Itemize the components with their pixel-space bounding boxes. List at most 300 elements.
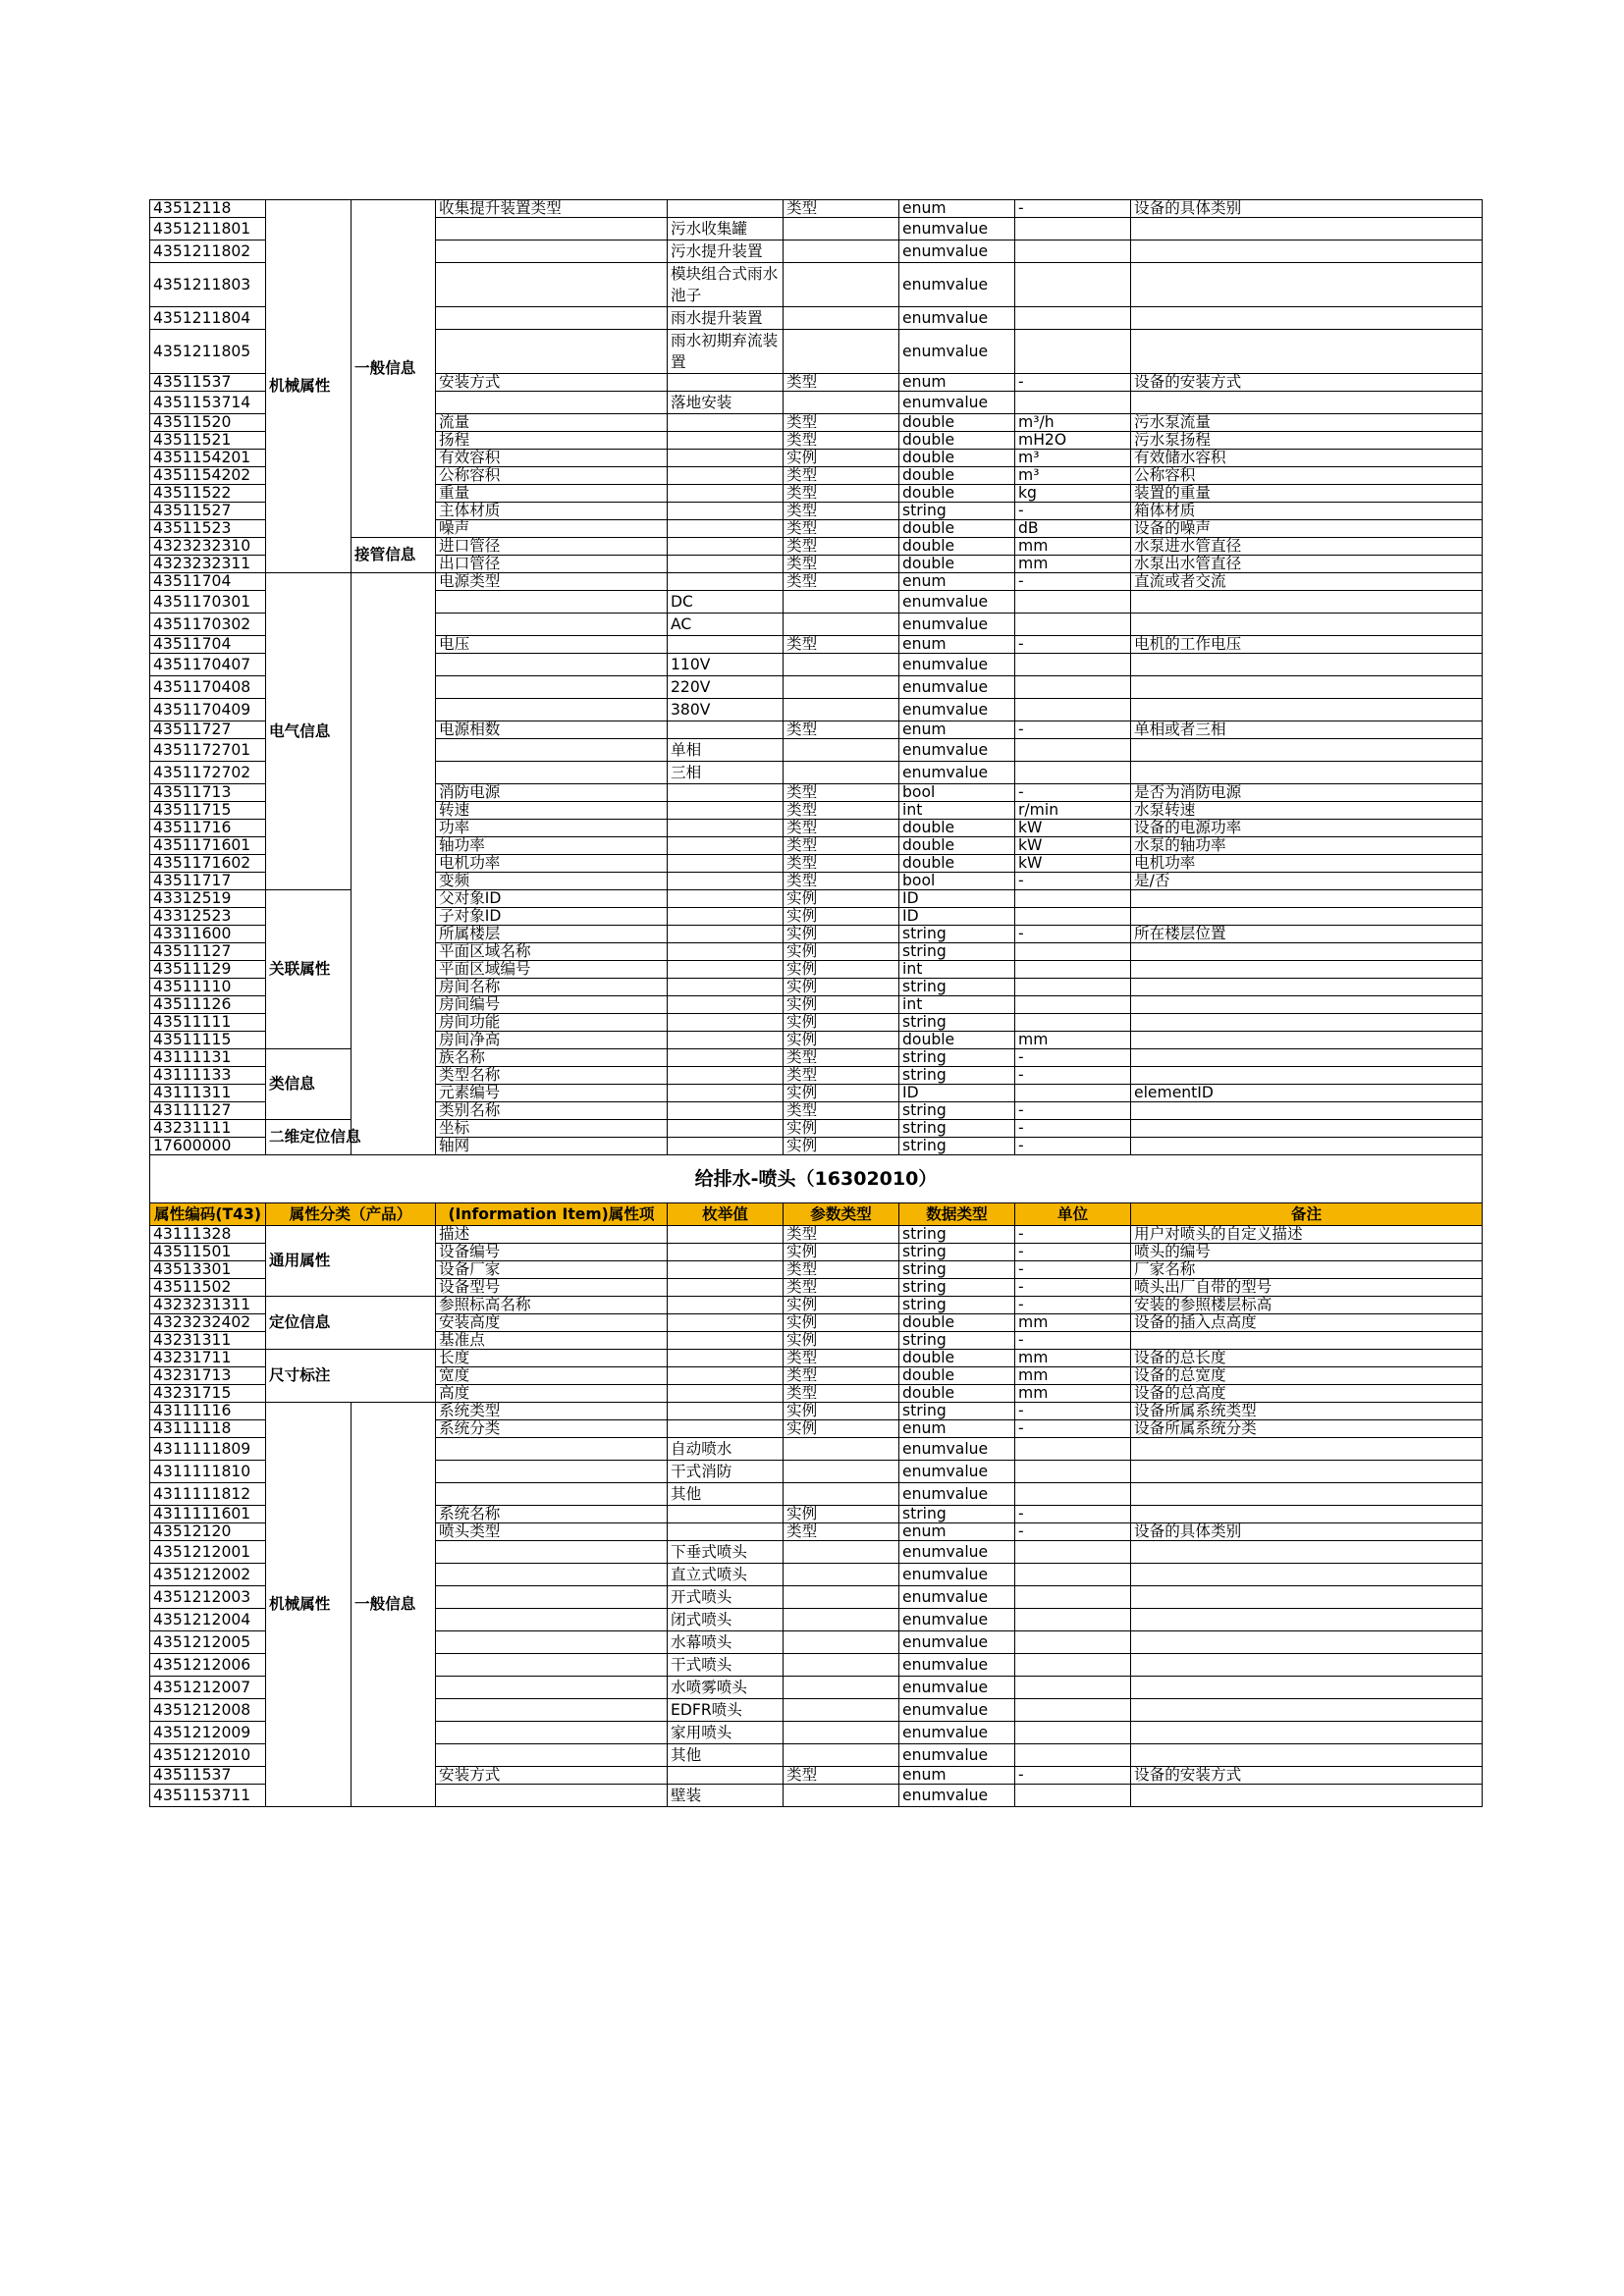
enum-value-cell: 干式喷头 [668, 1654, 784, 1677]
attribute-code-cell: 43513301 [150, 1261, 266, 1279]
attribute-code-cell: 4351212007 [150, 1677, 266, 1699]
note-cell [1131, 614, 1483, 636]
data-type-cell: enumvalue [899, 1744, 1015, 1767]
attribute-name-cell: 长度 [436, 1350, 668, 1367]
param-type-cell: 类型 [784, 573, 899, 591]
param-type-cell: 类型 [784, 1367, 899, 1385]
enum-value-cell [668, 926, 784, 943]
attribute-code-cell: 4323231311 [150, 1297, 266, 1314]
data-type-cell: enumvalue [899, 263, 1015, 307]
attribute-name-cell: 坐标 [436, 1120, 668, 1138]
param-type-cell: 类型 [784, 721, 899, 739]
attribute-name-cell: 电源相数 [436, 721, 668, 739]
attribute-code-cell: 4351212009 [150, 1722, 266, 1744]
category-group-cell: 尺寸标注 [266, 1350, 436, 1403]
attribute-code-cell: 4323232310 [150, 538, 266, 556]
note-cell [1131, 1744, 1483, 1767]
attribute-name-cell [436, 1586, 668, 1609]
attribute-code-cell: 43511111 [150, 1014, 266, 1032]
data-type-cell: double [899, 538, 1015, 556]
param-type-cell: 类型 [784, 1226, 899, 1244]
enum-value-cell [668, 467, 784, 485]
note-cell [1131, 1609, 1483, 1631]
param-type-cell [784, 1586, 899, 1609]
attribute-name-cell: 功率 [436, 820, 668, 837]
attribute-name-cell [436, 591, 668, 614]
attribute-name-cell: 房间功能 [436, 1014, 668, 1032]
unit-cell: - [1015, 1297, 1131, 1314]
param-type-cell: 类型 [784, 374, 899, 392]
attribute-code-cell: 4351172702 [150, 762, 266, 784]
data-type-cell: string [899, 1120, 1015, 1138]
attribute-name-cell: 消防电源 [436, 784, 668, 802]
attribute-name-cell [436, 1564, 668, 1586]
attribute-name-cell: 电机功率 [436, 855, 668, 873]
enum-value-cell: 污水提升装置 [668, 240, 784, 263]
param-type-cell: 实例 [784, 1420, 899, 1438]
table-row [150, 890, 1483, 908]
attribute-name-cell: 喷头类型 [436, 1523, 668, 1541]
data-type-cell: double [899, 414, 1015, 432]
attribute-name-cell: 主体材质 [436, 503, 668, 520]
attribute-code-cell: 4351212008 [150, 1699, 266, 1722]
enum-value-cell [668, 979, 784, 996]
unit-cell [1015, 890, 1131, 908]
param-type-cell [784, 307, 899, 330]
data-type-cell: string [899, 1279, 1015, 1297]
unit-cell: - [1015, 200, 1131, 218]
unit-cell [1015, 1609, 1131, 1631]
param-type-cell: 类型 [784, 556, 899, 573]
param-type-cell: 实例 [784, 926, 899, 943]
attribute-code-cell: 43111311 [150, 1085, 266, 1102]
data-type-cell: double [899, 556, 1015, 573]
enum-value-cell: EDFR喷头 [668, 1699, 784, 1722]
unit-cell [1015, 943, 1131, 961]
unit-cell [1015, 1586, 1131, 1609]
attribute-name-cell [436, 614, 668, 636]
attribute-code-cell: 43231715 [150, 1385, 266, 1403]
data-type-cell: enum [899, 1767, 1015, 1785]
attribute-code-cell: 4351154202 [150, 467, 266, 485]
note-cell: 有效储水容积 [1131, 450, 1483, 467]
note-cell: 设备的总宽度 [1131, 1367, 1483, 1385]
attribute-code-cell: 43111131 [150, 1049, 266, 1067]
unit-cell [1015, 654, 1131, 676]
attribute-name-cell: 系统分类 [436, 1420, 668, 1438]
data-type-cell: enumvalue [899, 739, 1015, 762]
note-cell [1131, 240, 1483, 263]
unit-cell: - [1015, 1261, 1131, 1279]
column-header: (Information Item)属性项 [436, 1203, 668, 1226]
param-type-cell: 实例 [784, 1138, 899, 1155]
param-type-cell [784, 614, 899, 636]
unit-cell [1015, 1014, 1131, 1032]
note-cell [1131, 1677, 1483, 1699]
attribute-name-cell: 元素编号 [436, 1085, 668, 1102]
data-type-cell: string [899, 1138, 1015, 1155]
param-type-cell: 实例 [784, 1403, 899, 1420]
attribute-code-cell: 4351212006 [150, 1654, 266, 1677]
data-type-cell: string [899, 1226, 1015, 1244]
attribute-name-cell [436, 330, 668, 374]
table-row [150, 573, 1483, 591]
note-cell [1131, 330, 1483, 374]
param-type-cell [784, 1699, 899, 1722]
table-row [150, 1350, 1483, 1367]
unit-cell [1015, 676, 1131, 699]
attribute-code-cell: 4351170301 [150, 591, 266, 614]
enum-value-cell [668, 200, 784, 218]
enum-value-cell [668, 996, 784, 1014]
unit-cell [1015, 614, 1131, 636]
data-type-cell: string [899, 943, 1015, 961]
enum-value-cell [668, 374, 784, 392]
enum-value-cell [668, 1014, 784, 1032]
attribute-code-cell: 43511501 [150, 1244, 266, 1261]
param-type-cell: 类型 [784, 636, 899, 654]
data-type-cell: double [899, 1032, 1015, 1049]
attribute-code-cell: 4351212005 [150, 1631, 266, 1654]
category-group-cell: 定位信息 [266, 1297, 436, 1350]
param-type-cell: 实例 [784, 943, 899, 961]
param-type-cell [784, 676, 899, 699]
attribute-name-cell [436, 1461, 668, 1483]
param-type-cell: 类型 [784, 432, 899, 450]
param-type-cell: 类型 [784, 538, 899, 556]
param-type-cell: 类型 [784, 837, 899, 855]
note-cell [1131, 890, 1483, 908]
attribute-code-cell: 4351211803 [150, 263, 266, 307]
enum-value-cell: 其他 [668, 1483, 784, 1506]
attribute-name-cell [436, 1722, 668, 1744]
attribute-name-cell [436, 1438, 668, 1461]
param-type-cell: 类型 [784, 467, 899, 485]
param-type-cell: 实例 [784, 1314, 899, 1332]
attribute-name-cell [436, 1654, 668, 1677]
data-type-cell: double [899, 1350, 1015, 1367]
unit-cell: kW [1015, 820, 1131, 837]
attribute-name-cell: 房间净高 [436, 1032, 668, 1049]
param-type-cell [784, 739, 899, 762]
data-type-cell: string [899, 926, 1015, 943]
enum-value-cell [668, 1032, 784, 1049]
unit-cell: mm [1015, 1367, 1131, 1385]
data-type-cell: string [899, 1244, 1015, 1261]
attribute-name-cell: 重量 [436, 485, 668, 503]
attribute-name-cell [436, 1483, 668, 1506]
note-cell: elementID [1131, 1085, 1483, 1102]
attribute-code-cell: 4351211805 [150, 330, 266, 374]
data-type-cell: double [899, 837, 1015, 855]
enum-value-cell [668, 961, 784, 979]
unit-cell [1015, 996, 1131, 1014]
attribute-code-cell: 4351153714 [150, 392, 266, 414]
attribute-code-cell: 4351172701 [150, 739, 266, 762]
note-cell [1131, 699, 1483, 721]
attribute-name-cell [436, 1677, 668, 1699]
attribute-code-cell: 4351171601 [150, 837, 266, 855]
enum-value-cell [668, 890, 784, 908]
note-cell [1131, 1032, 1483, 1049]
attribute-name-cell: 房间编号 [436, 996, 668, 1014]
attribute-name-cell: 轴功率 [436, 837, 668, 855]
enum-value-cell [668, 1767, 784, 1785]
attribute-code-cell: 4351170302 [150, 614, 266, 636]
note-cell: 用户对喷头的自定义描述 [1131, 1226, 1483, 1244]
data-type-cell: enumvalue [899, 1461, 1015, 1483]
category-group-cell: 机械属性 [266, 200, 352, 573]
attribute-name-cell: 变频 [436, 873, 668, 890]
note-cell: 水泵的轴功率 [1131, 837, 1483, 855]
attribute-code-cell: 4311111812 [150, 1483, 266, 1506]
attribute-code-cell: 43231711 [150, 1350, 266, 1367]
unit-cell [1015, 1785, 1131, 1807]
note-cell: 设备的安装方式 [1131, 1767, 1483, 1785]
table-row [150, 1297, 1483, 1314]
data-type-cell: double [899, 467, 1015, 485]
attribute-name-cell: 安装方式 [436, 1767, 668, 1785]
note-cell: 设备所属系统类型 [1131, 1403, 1483, 1420]
attribute-code-cell: 43511129 [150, 961, 266, 979]
data-type-cell: enumvalue [899, 1564, 1015, 1586]
subgroup-cell: 一般信息 [352, 1403, 436, 1807]
enum-value-cell: 模块组合式雨水池子 [668, 263, 784, 307]
enum-value-cell [668, 1332, 784, 1350]
param-type-cell [784, 1461, 899, 1483]
attribute-code-cell: 43312523 [150, 908, 266, 926]
param-type-cell: 类型 [784, 200, 899, 218]
param-type-cell [784, 330, 899, 374]
enum-value-cell: 家用喷头 [668, 1722, 784, 1744]
unit-cell: m³ [1015, 450, 1131, 467]
attribute-code-cell: 43511537 [150, 374, 266, 392]
attribute-name-cell: 出口管径 [436, 556, 668, 573]
unit-cell: kW [1015, 855, 1131, 873]
note-cell: 箱体材质 [1131, 503, 1483, 520]
attribute-code-cell: 43511110 [150, 979, 266, 996]
data-type-cell: string [899, 1014, 1015, 1032]
unit-cell [1015, 961, 1131, 979]
data-type-cell: int [899, 996, 1015, 1014]
note-cell [1131, 908, 1483, 926]
subgroup-cell: 一般信息 [352, 200, 436, 538]
attribute-name-cell: 子对象ID [436, 908, 668, 926]
note-cell [1131, 1138, 1483, 1155]
enum-value-cell [668, 855, 784, 873]
table-row [150, 200, 1483, 218]
attribute-name-cell [436, 654, 668, 676]
note-cell [1131, 762, 1483, 784]
attribute-name-cell [436, 1631, 668, 1654]
note-cell: 所在楼层位置 [1131, 926, 1483, 943]
note-cell: 装置的重量 [1131, 485, 1483, 503]
unit-cell: - [1015, 1244, 1131, 1261]
param-type-cell: 类型 [784, 855, 899, 873]
attribute-code-cell: 4351212010 [150, 1744, 266, 1767]
attribute-code-cell: 43111116 [150, 1403, 266, 1420]
category-group-cell: 通用属性 [266, 1226, 436, 1297]
param-type-cell: 类型 [784, 1279, 899, 1297]
column-header: 属性分类（产品） [266, 1203, 436, 1226]
param-type-cell [784, 1785, 899, 1807]
attribute-name-cell: 扬程 [436, 432, 668, 450]
note-cell: 水泵转速 [1131, 802, 1483, 820]
data-type-cell: string [899, 1403, 1015, 1420]
param-type-cell [784, 654, 899, 676]
attribute-name-cell: 平面区域编号 [436, 961, 668, 979]
param-type-cell: 实例 [784, 1120, 899, 1138]
note-cell: 电机的工作电压 [1131, 636, 1483, 654]
column-header: 数据类型 [899, 1203, 1015, 1226]
data-type-cell: enumvalue [899, 1609, 1015, 1631]
attribute-name-cell: 流量 [436, 414, 668, 432]
data-type-cell: enumvalue [899, 240, 1015, 263]
unit-cell: - [1015, 1332, 1131, 1350]
param-type-cell: 实例 [784, 1085, 899, 1102]
param-type-cell [784, 762, 899, 784]
enum-value-cell: 自动喷水 [668, 1438, 784, 1461]
unit-cell: - [1015, 1226, 1131, 1244]
note-cell: 是/否 [1131, 873, 1483, 890]
unit-cell [1015, 762, 1131, 784]
data-type-cell: enum [899, 1523, 1015, 1541]
data-type-cell: double [899, 1385, 1015, 1403]
unit-cell [1015, 739, 1131, 762]
enum-value-cell [668, 485, 784, 503]
note-cell [1131, 392, 1483, 414]
enum-value-cell: 雨水初期弃流装置 [668, 330, 784, 374]
enum-value-cell: 水幕喷头 [668, 1631, 784, 1654]
note-cell: 水泵进水管直径 [1131, 538, 1483, 556]
note-cell [1131, 1699, 1483, 1722]
note-cell [1131, 961, 1483, 979]
attribute-name-cell [436, 676, 668, 699]
data-type-cell: string [899, 503, 1015, 520]
enum-value-cell [668, 837, 784, 855]
attribute-name-cell: 房间名称 [436, 979, 668, 996]
enum-value-cell: 闭式喷头 [668, 1609, 784, 1631]
data-type-cell: double [899, 1367, 1015, 1385]
param-type-cell: 类型 [784, 1523, 899, 1541]
param-type-cell: 类型 [784, 820, 899, 837]
param-type-cell [784, 1564, 899, 1586]
attribute-name-cell: 宽度 [436, 1367, 668, 1385]
enum-value-cell [668, 908, 784, 926]
attribute-code-cell: 4351212002 [150, 1564, 266, 1586]
param-type-cell [784, 392, 899, 414]
attribute-name-cell: 设备编号 [436, 1244, 668, 1261]
data-type-cell: enum [899, 374, 1015, 392]
param-type-cell [784, 591, 899, 614]
note-cell [1131, 1541, 1483, 1564]
note-cell [1131, 943, 1483, 961]
attribute-name-cell: 进口管径 [436, 538, 668, 556]
data-type-cell: enumvalue [899, 1631, 1015, 1654]
attribute-name-cell: 族名称 [436, 1049, 668, 1067]
enum-value-cell: 三相 [668, 762, 784, 784]
column-header: 枚举值 [668, 1203, 784, 1226]
attribute-name-cell [436, 699, 668, 721]
attribute-code-cell: 4351153711 [150, 1785, 266, 1807]
unit-cell: - [1015, 1506, 1131, 1523]
attribute-code-cell: 43511537 [150, 1767, 266, 1785]
note-cell: 安装的参照楼层标高 [1131, 1297, 1483, 1314]
note-cell [1131, 979, 1483, 996]
data-type-cell: ID [899, 1085, 1015, 1102]
param-type-cell: 类型 [784, 1261, 899, 1279]
attribute-code-cell: 4351154201 [150, 450, 266, 467]
attribute-name-cell: 描述 [436, 1226, 668, 1244]
attribute-name-cell [436, 392, 668, 414]
enum-value-cell [668, 414, 784, 432]
param-type-cell: 实例 [784, 450, 899, 467]
param-type-cell: 类型 [784, 1049, 899, 1067]
data-type-cell: double [899, 432, 1015, 450]
attribute-name-cell: 父对象ID [436, 890, 668, 908]
unit-cell [1015, 218, 1131, 240]
column-header: 单位 [1015, 1203, 1131, 1226]
param-type-cell [784, 1654, 899, 1677]
data-type-cell: bool [899, 873, 1015, 890]
enum-value-cell: 380V [668, 699, 784, 721]
data-type-cell: enumvalue [899, 1785, 1015, 1807]
enum-value-cell: 壁装 [668, 1785, 784, 1807]
attribute-name-cell: 平面区域名称 [436, 943, 668, 961]
note-cell: 直流或者交流 [1131, 573, 1483, 591]
enum-value-cell [668, 573, 784, 591]
enum-value-cell [668, 1085, 784, 1102]
data-type-cell: string [899, 1102, 1015, 1120]
param-type-cell: 类型 [784, 414, 899, 432]
note-cell: 设备的插入点高度 [1131, 1314, 1483, 1332]
note-cell [1131, 1014, 1483, 1032]
attribute-code-cell: 43511521 [150, 432, 266, 450]
data-type-cell: enum [899, 636, 1015, 654]
unit-cell [1015, 1483, 1131, 1506]
enum-value-cell [668, 1297, 784, 1314]
attribute-code-cell: 43511727 [150, 721, 266, 739]
note-cell [1131, 1483, 1483, 1506]
unit-cell [1015, 307, 1131, 330]
enum-value-cell [668, 1403, 784, 1420]
enum-value-cell: DC [668, 591, 784, 614]
enum-value-cell [668, 1067, 784, 1085]
enum-value-cell [668, 1049, 784, 1067]
attribute-code-cell: 4351171602 [150, 855, 266, 873]
note-cell: 设备的具体类别 [1131, 200, 1483, 218]
enum-value-cell: 雨水提升装置 [668, 307, 784, 330]
param-type-cell: 类型 [784, 520, 899, 538]
category-group-cell: 二维定位信息 [266, 1120, 352, 1155]
subgroup-cell [352, 573, 436, 1155]
unit-cell: - [1015, 873, 1131, 890]
unit-cell [1015, 1744, 1131, 1767]
data-type-cell: enumvalue [899, 699, 1015, 721]
data-type-cell: int [899, 961, 1015, 979]
unit-cell: - [1015, 1279, 1131, 1297]
table-row [150, 1403, 1483, 1420]
unit-cell: m³/h [1015, 414, 1131, 432]
param-type-cell: 实例 [784, 1032, 899, 1049]
attribute-code-cell: 4311111810 [150, 1461, 266, 1483]
attribute-code-cell: 43111118 [150, 1420, 266, 1438]
data-type-cell: string [899, 1297, 1015, 1314]
attribute-name-cell: 类别名称 [436, 1102, 668, 1120]
unit-cell [1015, 330, 1131, 374]
enum-value-cell [668, 1420, 784, 1438]
note-cell: 设备的噪声 [1131, 520, 1483, 538]
